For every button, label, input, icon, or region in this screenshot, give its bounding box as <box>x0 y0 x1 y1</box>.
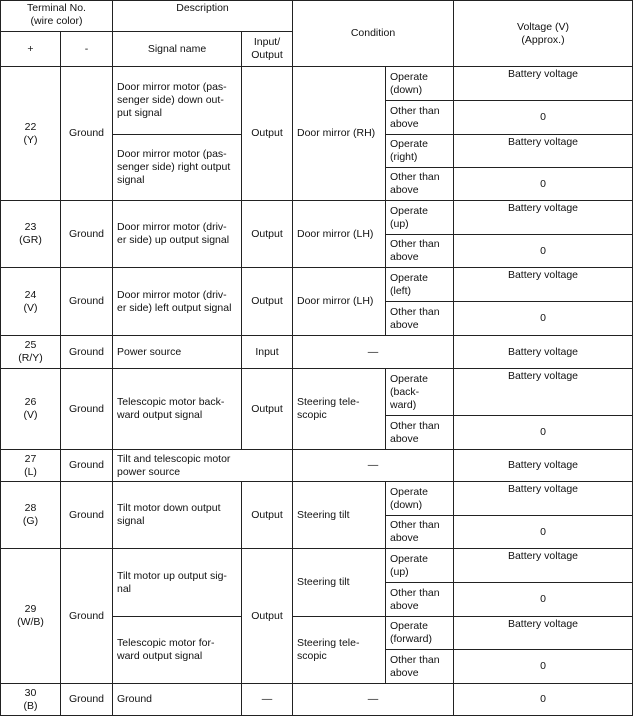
ground-cell: Ground <box>61 201 113 268</box>
signal-name-cell: Door mirror motor (driv- er side) up output signal <box>113 201 242 268</box>
input-output-header: Input/ Output <box>242 32 293 67</box>
terminal-cell: 23 (GR) <box>1 201 61 268</box>
table-row <box>1 549 633 583</box>
voltage-cell: Battery voltage <box>454 450 633 482</box>
voltage-cell: 0 <box>454 416 633 450</box>
condition-cell: — <box>293 336 454 369</box>
condition-cell: Steering tilt <box>293 549 386 617</box>
io-cell: Output <box>242 549 293 684</box>
condition-cell: Steering tilt <box>293 482 386 549</box>
sub-condition-cell: Other than above <box>386 416 454 450</box>
voltage-cell: Battery voltage <box>454 201 633 235</box>
voltage-cell: Battery voltage <box>454 617 633 650</box>
table-row <box>1 482 633 516</box>
voltage-cell: 0 <box>454 235 633 268</box>
sub-condition-cell: Operate (up) <box>386 549 454 583</box>
voltage-cell: Battery voltage <box>454 268 633 302</box>
voltage-cell: Battery voltage <box>454 549 633 583</box>
sub-condition-cell: Operate (down) <box>386 67 454 101</box>
signal-name-cell: Door mirror motor (pas- senger side) right output signal <box>113 135 242 201</box>
signal-name-cell: Tilt motor up output sig- nal <box>113 549 242 617</box>
signal-name-cell: Tilt and telescopic motor power source <box>113 450 293 482</box>
sub-condition-cell: Operate (up) <box>386 201 454 235</box>
io-cell: Output <box>242 201 293 268</box>
terminal-cell: 27 (L) <box>1 450 61 482</box>
io-cell: Output <box>242 268 293 336</box>
sub-condition-cell: Operate (left) <box>386 268 454 302</box>
voltage-cell: 0 <box>454 684 633 716</box>
io-cell: Output <box>242 482 293 549</box>
table-row <box>1 369 633 416</box>
signal-name-header: Signal name <box>113 32 242 67</box>
terminal-cell: 24 (V) <box>1 268 61 336</box>
plus-header: + <box>1 32 61 67</box>
ground-cell: Ground <box>61 684 113 716</box>
minus-header: - <box>61 32 113 67</box>
terminal-cell: 28 (G) <box>1 482 61 549</box>
condition-cell: — <box>293 684 454 716</box>
voltage-cell: Battery voltage <box>454 369 633 416</box>
voltage-cell: 0 <box>454 650 633 684</box>
signal-name-cell: Telescopic motor for- ward output signal <box>113 617 242 684</box>
voltage-cell: Battery voltage <box>454 67 633 101</box>
voltage-cell: Battery voltage <box>454 336 633 369</box>
signal-name-cell: Tilt motor down output signal <box>113 482 242 549</box>
voltage-cell: Battery voltage <box>454 135 633 168</box>
ground-cell: Ground <box>61 482 113 549</box>
table-row <box>1 268 633 302</box>
table-row <box>1 67 633 101</box>
terminal-cell: 22 (Y) <box>1 67 61 201</box>
io-cell: — <box>242 684 293 716</box>
ground-cell: Ground <box>61 450 113 482</box>
terminal-cell: 29 (W/B) <box>1 549 61 684</box>
sub-condition-cell: Operate (forward) <box>386 617 454 650</box>
condition-cell: Steering tele- scopic <box>293 369 386 450</box>
io-cell: Output <box>242 67 293 201</box>
voltage-cell: 0 <box>454 583 633 617</box>
sub-condition-cell: Other than above <box>386 101 454 135</box>
voltage-cell: Battery voltage <box>454 482 633 516</box>
condition-cell: Steering tele- scopic <box>293 617 386 684</box>
description-header: Description <box>113 1 293 32</box>
terminal-cell: 25 (R/Y) <box>1 336 61 369</box>
sub-condition-cell: Other than above <box>386 650 454 684</box>
signal-name-cell: Telescopic motor back- ward output signal <box>113 369 242 450</box>
terminal-cell: 30 (B) <box>1 684 61 716</box>
voltage-cell: 0 <box>454 168 633 201</box>
condition-cell: Door mirror (LH) <box>293 268 386 336</box>
voltage-header: Voltage (V) (Approx.) <box>454 1 633 67</box>
voltage-cell: 0 <box>454 302 633 336</box>
terminal-cell: 26 (V) <box>1 369 61 450</box>
io-cell: Output <box>242 369 293 450</box>
header-row <box>1 1 633 32</box>
sub-condition-cell: Operate (back- ward) <box>386 369 454 416</box>
voltage-cell: 0 <box>454 516 633 549</box>
signal-name-cell: Power source <box>113 336 242 369</box>
ground-cell: Ground <box>61 369 113 450</box>
condition-cell: — <box>293 450 454 482</box>
ground-cell: Ground <box>61 67 113 201</box>
voltage-cell: 0 <box>454 101 633 135</box>
sub-condition-cell: Other than above <box>386 235 454 268</box>
sub-condition-cell: Other than above <box>386 168 454 201</box>
condition-cell: Door mirror (RH) <box>293 67 386 201</box>
sub-condition-cell: Other than above <box>386 302 454 336</box>
sub-condition-cell: Operate (right) <box>386 135 454 168</box>
table-row <box>1 201 633 235</box>
table-row <box>1 450 633 482</box>
ground-cell: Ground <box>61 336 113 369</box>
signal-name-cell: Door mirror motor (driv- er side) left output signal <box>113 268 242 336</box>
signal-name-cell: Door mirror motor (pas- senger side) down out- put signal <box>113 67 242 135</box>
sub-condition-cell: Other than above <box>386 583 454 617</box>
signal-name-cell: Ground <box>113 684 242 716</box>
table-row <box>1 684 633 716</box>
ground-cell: Ground <box>61 268 113 336</box>
io-cell: Input <box>242 336 293 369</box>
terminal-no-header: Terminal No. (wire color) <box>1 1 113 32</box>
condition-cell: Door mirror (LH) <box>293 201 386 268</box>
table-row <box>1 336 633 369</box>
sub-condition-cell: Operate (down) <box>386 482 454 516</box>
condition-header: Condition <box>293 1 454 67</box>
ground-cell: Ground <box>61 549 113 684</box>
sub-condition-cell: Other than above <box>386 516 454 549</box>
